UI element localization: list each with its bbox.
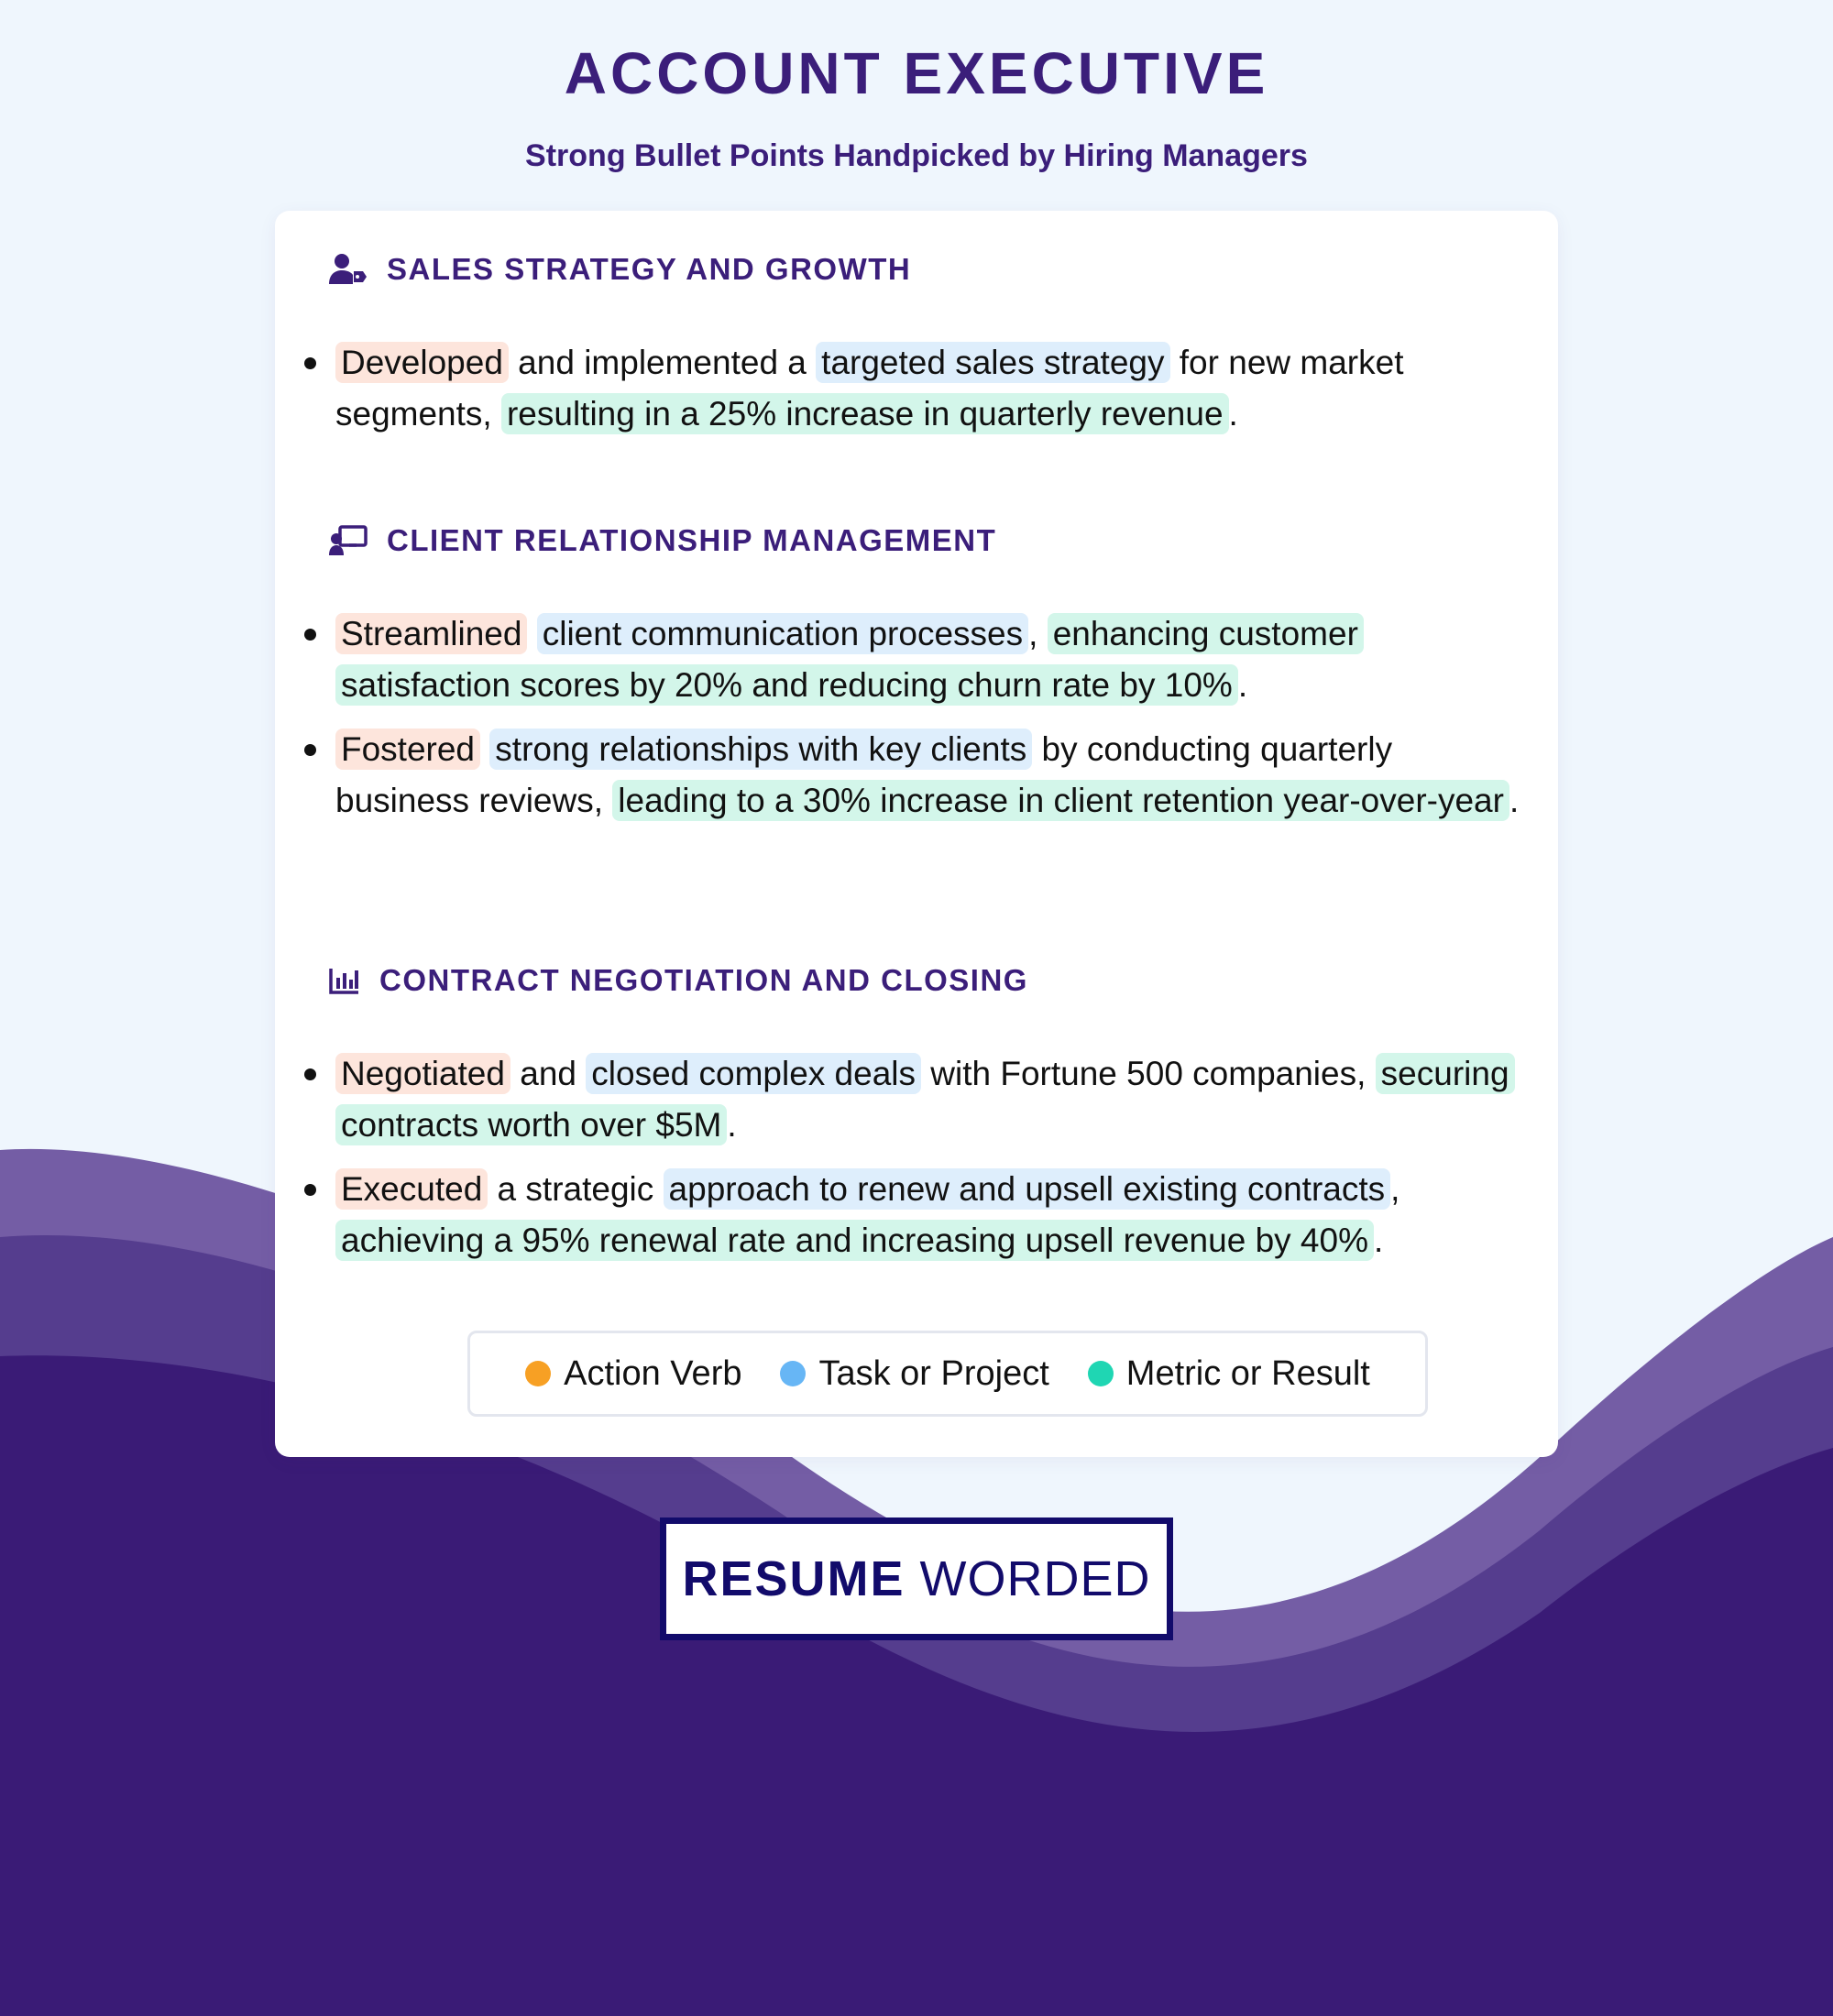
highlight-task: client communication processes [537, 613, 1028, 654]
legend [467, 1331, 1428, 1417]
highlight-verb: Negotiated [335, 1053, 510, 1094]
section-heading-contract-negotiation [328, 962, 1028, 999]
legend-item-task-project [780, 1354, 1048, 1394]
bullet-text: and [510, 1055, 587, 1092]
bullet-list [301, 1048, 1529, 1279]
bullet-text: by conducting quarterly business reviews, [335, 730, 1393, 819]
section-heading-label: CONTRACT NEGOTIATION AND CLOSING [379, 963, 1028, 997]
bullet-item [301, 337, 1529, 440]
header [0, 27, 1833, 174]
legend-item-action-verb [525, 1354, 741, 1394]
legend-dot [780, 1361, 806, 1386]
highlight-verb: Developed [335, 342, 509, 383]
bullet-text: a strategic [488, 1170, 664, 1208]
section-heading-label: CLIENT RELATIONSHIP MANAGEMENT [387, 523, 997, 557]
bullet-text: . [727, 1106, 737, 1144]
legend-label: Metric or Result [1125, 1353, 1370, 1393]
bullet-list [301, 337, 1529, 453]
bullet-list [301, 608, 1529, 839]
bullet-text: for new market segments, [335, 344, 1404, 433]
page-title: ACCOUNT EXECUTIVE [564, 40, 1269, 106]
highlight-metric: securing contracts worth over $5M [335, 1053, 1515, 1145]
legend-label: Task or Project [818, 1353, 1049, 1393]
legend-dot [525, 1361, 551, 1386]
bullet-text: . [1373, 1222, 1384, 1259]
section-heading-sales-strategy [328, 251, 911, 288]
highlight-metric: resulting in a 25% increase in quarterly revenue [501, 393, 1229, 434]
bullet-text: with Fortune 500 companies, [921, 1055, 1376, 1092]
bullet-text: . [1228, 395, 1238, 433]
highlight-metric: enhancing customer satisfaction scores by 20% and reducing churn rate by 10% [335, 613, 1364, 706]
legend-item-metric-result [1088, 1354, 1370, 1394]
highlight-task: approach to renew and upsell existing contracts [664, 1168, 1391, 1210]
bar-chart-icon [328, 962, 361, 999]
highlight-task: strong relationships with key clients [489, 729, 1032, 770]
bullet-text: . [1237, 666, 1248, 704]
bullet-text: , [1390, 1170, 1400, 1208]
bullet-text: . [1509, 782, 1520, 819]
logo-bold-text: RESUME [682, 1551, 906, 1606]
highlight-verb: Executed [335, 1168, 488, 1210]
bullet-text: , [1028, 615, 1048, 652]
bullet-text [480, 730, 489, 768]
presentation-icon [328, 522, 368, 559]
bullet-item [301, 724, 1529, 827]
user-tag-icon [328, 251, 368, 288]
highlight-verb: Streamlined [335, 613, 527, 654]
bullet-item [301, 1048, 1529, 1151]
section-heading-client-relationship [328, 522, 996, 559]
legend-label: Action Verb [564, 1353, 742, 1393]
page-subtitle: Strong Bullet Points Handpicked by Hiring Managers [525, 138, 1308, 173]
bullet-card [275, 211, 1558, 1457]
bullet-text [527, 615, 536, 652]
highlight-task: targeted sales strategy [816, 342, 1169, 383]
bullet-item [301, 608, 1529, 711]
bullet-text: and implemented a [508, 344, 817, 381]
resume-worded-logo [660, 1517, 1173, 1640]
logo-light-text: WORDED [919, 1551, 1151, 1606]
legend-dot [1088, 1361, 1114, 1386]
highlight-task: closed complex deals [586, 1053, 921, 1094]
bullet-item [301, 1164, 1529, 1266]
section-heading-label: SALES STRATEGY AND GROWTH [387, 252, 912, 286]
highlight-metric: leading to a 30% increase in client retention year-over-year [612, 780, 1509, 821]
highlight-verb: Fostered [335, 729, 480, 770]
highlight-metric: achieving a 95% renewal rate and increasing upsell revenue by 40% [335, 1220, 1374, 1261]
